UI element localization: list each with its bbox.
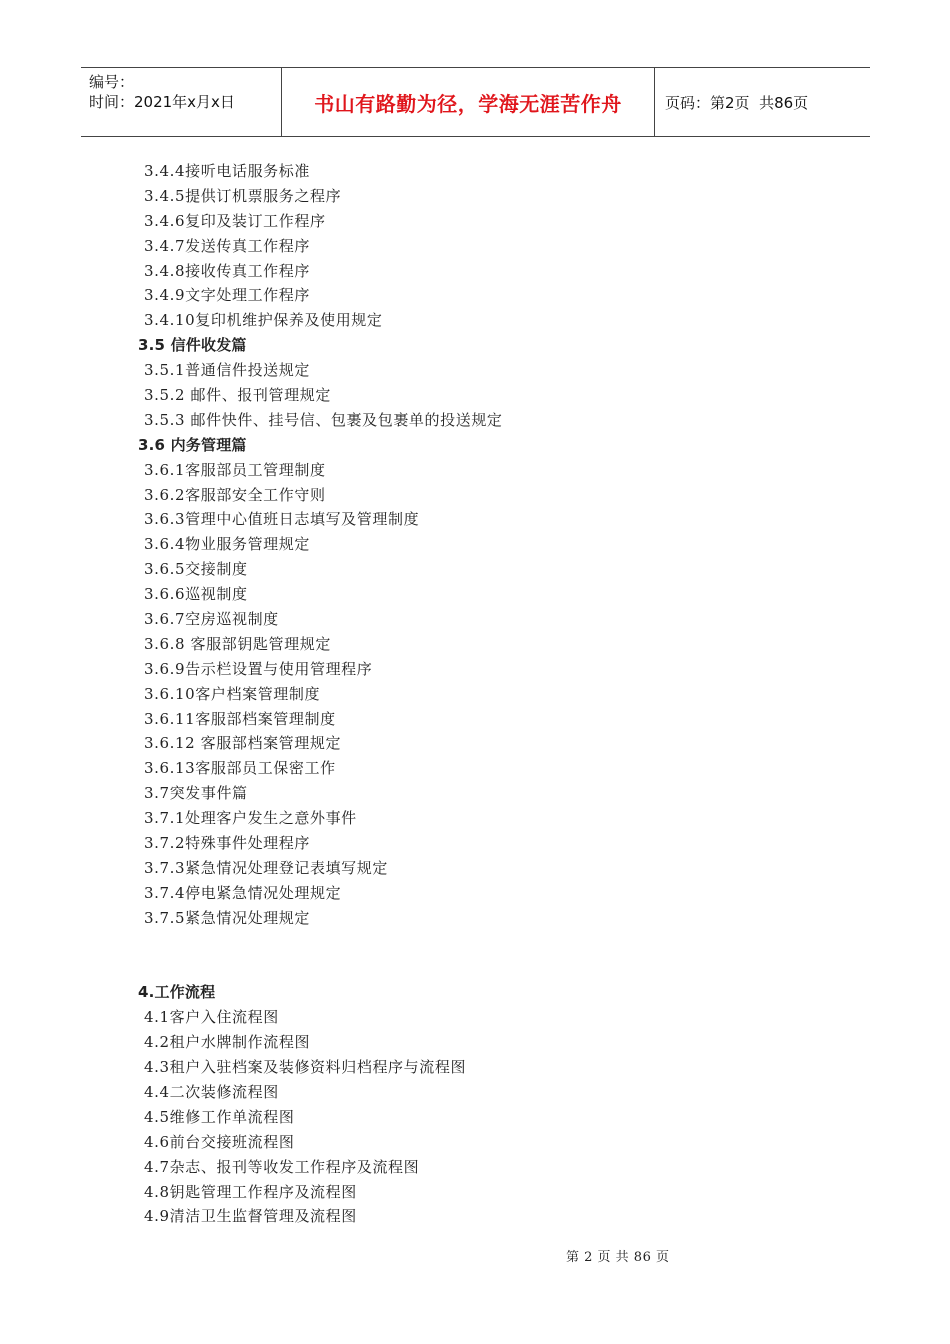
toc-entry: 3.6.2客服部安全工作守则 bbox=[144, 485, 326, 504]
header-page-text: 页码：第2页 共86页 bbox=[665, 93, 809, 112]
toc-entry: 4.6前台交接班流程图 bbox=[144, 1132, 295, 1151]
toc-entry: 3.7.5紧急情况处理规定 bbox=[144, 908, 310, 927]
toc-entry: 3.7.1处理客户发生之意外事件 bbox=[144, 809, 357, 828]
toc-entry: 4.7杂志、报刊等收发工作程序及流程图 bbox=[144, 1157, 420, 1176]
toc-entry: 3.5.1普通信件投送规定 bbox=[144, 361, 310, 380]
toc-entry: 3.7.3紧急情况处理登记表填写规定 bbox=[144, 858, 388, 877]
toc-entry: 3.4.4接听电话服务标准 bbox=[144, 162, 310, 180]
header-meta bbox=[81, 68, 282, 136]
toc-entry: 3.6.1客服部员工管理制度 bbox=[144, 460, 326, 479]
toc-entry: 3.6.3管理中心值班日志填写及管理制度 bbox=[144, 510, 420, 529]
toc-entry: 3.6.4物业服务管理规定 bbox=[144, 535, 310, 554]
toc-entry: 4.4二次装修流程图 bbox=[144, 1082, 279, 1101]
toc-entry: 3.6.10客户档案管理制度 bbox=[144, 684, 321, 703]
toc-entry: 3.6.6巡视制度 bbox=[144, 585, 248, 604]
toc-section-heading: 4.工作流程 bbox=[138, 983, 216, 1002]
toc-entry: 4.1客户入住流程图 bbox=[144, 1008, 279, 1027]
toc-entry: 3.5.2 邮件、报刊管理规定 bbox=[144, 386, 331, 405]
toc-section-4 bbox=[138, 980, 838, 1229]
toc-entry: 3.4.6复印及装订工作程序 bbox=[144, 211, 326, 230]
toc-entry: 3.7突发事件篇 bbox=[144, 784, 248, 803]
section-spacer bbox=[138, 931, 838, 981]
toc-entry: 3.7.2特殊事件处理程序 bbox=[144, 834, 310, 853]
toc-entry: 3.6.9告示栏设置与使用管理程序 bbox=[144, 659, 373, 678]
document-number-label: 编号： bbox=[89, 73, 135, 91]
toc-entry: 4.9清洁卫生监督管理及流程图 bbox=[144, 1207, 357, 1226]
header-motto: 书山有路勤为径，学海无涯苦作舟 bbox=[282, 68, 655, 136]
toc-entry: 3.4.8接收传真工作程序 bbox=[144, 261, 310, 280]
toc-entry: 3.6.12 客服部档案管理规定 bbox=[144, 734, 342, 753]
toc-entry: 3.4.7发送传真工作程序 bbox=[144, 236, 310, 255]
toc-entry: 3.6.7空房巡视制度 bbox=[144, 610, 279, 629]
toc-entry: 4.2租户水牌制作流程图 bbox=[144, 1033, 311, 1052]
toc-entry: 4.8钥匙管理工作程序及流程图 bbox=[144, 1182, 357, 1201]
toc-entry: 3.6.11客服部档案管理制度 bbox=[144, 709, 336, 728]
toc-section-heading: 3.5 信件收发篇 bbox=[138, 336, 247, 355]
toc-entry: 3.6.5交接制度 bbox=[144, 560, 248, 579]
toc-entry: 3.4.10复印机维护保养及使用规定 bbox=[144, 311, 383, 330]
toc-section-3 bbox=[138, 159, 838, 931]
toc-entry: 4.3租户入驻档案及装修资料归档程序与流程图 bbox=[144, 1058, 467, 1077]
toc-entry: 4.5维修工作单流程图 bbox=[144, 1107, 295, 1126]
toc-entry: 3.4.9文字处理工作程序 bbox=[144, 286, 310, 305]
toc-entry: 3.4.5提供订机票服务之程序 bbox=[144, 186, 342, 205]
toc-entry: 3.5.3 邮件快件、挂号信、包裹及包裹单的投送规定 bbox=[144, 410, 503, 429]
table-of-contents bbox=[138, 159, 838, 1229]
page-header bbox=[81, 67, 870, 137]
toc-entry: 3.6.8 客服部钥匙管理规定 bbox=[144, 634, 331, 653]
toc-section-heading: 3.6 内务管理篇 bbox=[138, 435, 247, 454]
header-page-info bbox=[655, 68, 870, 136]
toc-entry: 3.7.4停电紧急情况处理规定 bbox=[144, 883, 342, 902]
toc-entry: 3.6.13客服部员工保密工作 bbox=[144, 759, 336, 778]
document-time-label: 时间：2021年x月x日 bbox=[89, 93, 235, 111]
page-footer: 第 2 页 共 86 页 bbox=[566, 1250, 670, 1265]
